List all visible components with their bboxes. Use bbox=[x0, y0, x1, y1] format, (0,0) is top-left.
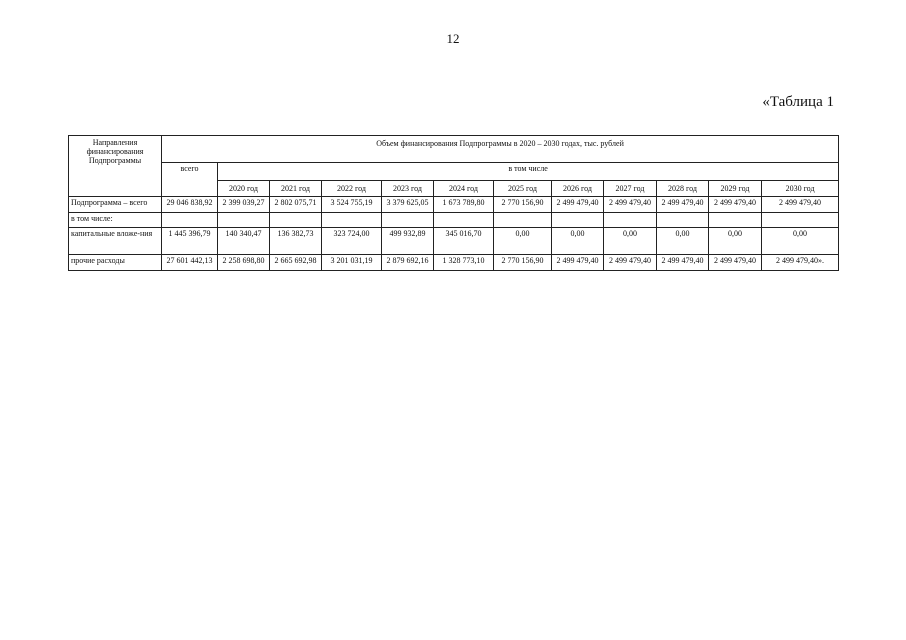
including-header: в том числе bbox=[218, 163, 839, 181]
value-cell-2024: 345 016,70 bbox=[434, 228, 494, 255]
value-cell-2027: 0,00 bbox=[604, 228, 657, 255]
value-cell-2027: 2 499 479,40 bbox=[604, 197, 657, 213]
year-header-2020: 2020 год bbox=[218, 181, 270, 197]
value-cell-2025: 2 770 156,90 bbox=[494, 255, 552, 271]
row-label: прочие расходы bbox=[69, 255, 162, 271]
value-cell-2022: 3 524 755,19 bbox=[322, 197, 382, 213]
empty-cell bbox=[604, 213, 657, 228]
value-cell-2029: 2 499 479,40 bbox=[709, 255, 762, 271]
empty-cell bbox=[322, 213, 382, 228]
value-cell-2022: 3 201 031,19 bbox=[322, 255, 382, 271]
year-header-2025: 2025 год bbox=[494, 181, 552, 197]
year-header-2023: 2023 год bbox=[382, 181, 434, 197]
value-cell-2030: 2 499 479,40». bbox=[762, 255, 839, 271]
value-cell-2025: 2 770 156,90 bbox=[494, 197, 552, 213]
empty-cell bbox=[434, 213, 494, 228]
table-row-other-expenses bbox=[69, 255, 839, 271]
value-cell-2027: 2 499 479,40 bbox=[604, 255, 657, 271]
value-cell-2020: 140 340,47 bbox=[218, 228, 270, 255]
year-header-2026: 2026 год bbox=[552, 181, 604, 197]
table-caption: «Таблица 1 bbox=[762, 94, 834, 110]
year-header-2029: 2029 год bbox=[709, 181, 762, 197]
direction-header: Направления финансирования Подпрограммы bbox=[69, 136, 162, 197]
empty-cell bbox=[657, 213, 709, 228]
value-cell-2030: 2 499 479,40 bbox=[762, 197, 839, 213]
value-cell-2023: 3 379 625,05 bbox=[382, 197, 434, 213]
empty-cell bbox=[762, 213, 839, 228]
value-cell-2029: 0,00 bbox=[709, 228, 762, 255]
value-cell-2024: 1 328 773,10 bbox=[434, 255, 494, 271]
value-cell-2026: 0,00 bbox=[552, 228, 604, 255]
value-cell-2024: 1 673 789,80 bbox=[434, 197, 494, 213]
empty-cell bbox=[162, 213, 218, 228]
empty-cell bbox=[494, 213, 552, 228]
table-row-capital-investments bbox=[69, 228, 839, 255]
year-header-2022: 2022 год bbox=[322, 181, 382, 197]
table-row-including bbox=[69, 213, 839, 228]
row-label: в том числе: bbox=[69, 213, 162, 228]
year-header-2028: 2028 год bbox=[657, 181, 709, 197]
empty-cell bbox=[709, 213, 762, 228]
total-header: всего bbox=[162, 163, 218, 197]
page-number: 12 bbox=[446, 31, 460, 46]
total-cell: 1 445 396,79 bbox=[162, 228, 218, 255]
value-cell-2023: 499 932,89 bbox=[382, 228, 434, 255]
value-cell-2026: 2 499 479,40 bbox=[552, 197, 604, 213]
value-cell-2021: 2 665 692,98 bbox=[270, 255, 322, 271]
financing-table bbox=[68, 135, 839, 271]
value-cell-2023: 2 879 692,16 bbox=[382, 255, 434, 271]
empty-cell bbox=[218, 213, 270, 228]
year-header-2024: 2024 год bbox=[434, 181, 494, 197]
value-cell-2020: 2 258 698,80 bbox=[218, 255, 270, 271]
value-cell-2026: 2 499 479,40 bbox=[552, 255, 604, 271]
row-label: капитальные вложе-ния bbox=[69, 228, 162, 255]
value-cell-2020: 2 399 039,27 bbox=[218, 197, 270, 213]
table-row-subprogram-total bbox=[69, 197, 839, 213]
year-header-2030: 2030 год bbox=[762, 181, 839, 197]
year-header-2027: 2027 год bbox=[604, 181, 657, 197]
row-label: Подпрограмма – всего bbox=[69, 197, 162, 213]
value-cell-2029: 2 499 479,40 bbox=[709, 197, 762, 213]
volume-header: Объем финансирования Подпрограммы в 2020 – 2030 годах, тыс. рублей bbox=[162, 136, 839, 163]
empty-cell bbox=[270, 213, 322, 228]
empty-cell bbox=[382, 213, 434, 228]
value-cell-2028: 0,00 bbox=[657, 228, 709, 255]
value-cell-2028: 2 499 479,40 bbox=[657, 197, 709, 213]
empty-cell bbox=[552, 213, 604, 228]
value-cell-2021: 2 802 075,71 bbox=[270, 197, 322, 213]
total-cell: 27 601 442,13 bbox=[162, 255, 218, 271]
value-cell-2025: 0,00 bbox=[494, 228, 552, 255]
value-cell-2030: 0,00 bbox=[762, 228, 839, 255]
value-cell-2022: 323 724,00 bbox=[322, 228, 382, 255]
total-cell: 29 046 838,92 bbox=[162, 197, 218, 213]
value-cell-2028: 2 499 479,40 bbox=[657, 255, 709, 271]
year-header-2021: 2021 год bbox=[270, 181, 322, 197]
value-cell-2021: 136 382,73 bbox=[270, 228, 322, 255]
